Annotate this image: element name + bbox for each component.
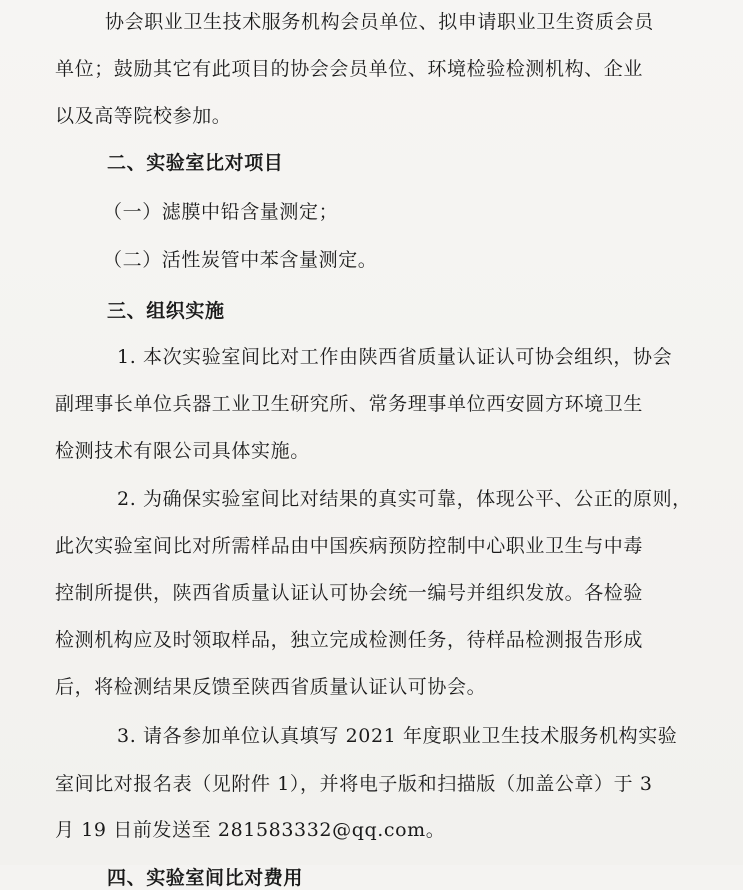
section-3-para-3-line-2: 室间比对报名表（见附件 1），并将电子版和扫描版（加盖公章）于 3 [55,773,653,795]
section-3-para-2-line-4: 检测机构应及时领取样品，独立完成检测任务，待样品检测报告形成 [55,629,644,651]
section-3-para-2-line-5: 后，将检测结果反馈至陕西省质量认证认可协会。 [55,676,487,698]
section-3-para-1-line-2: 副理事长单位兵器工业卫生研究所、常务理事单位西安圆方环境卫生 [55,393,644,415]
section-4-heading: 四、实验室间比对费用 [107,867,304,889]
section-2-item-1: （一）滤膜中铅含量测定； [103,201,339,223]
section-3-para-1-line-3: 检测技术有限公司具体实施。 [55,440,310,462]
section-3-para-3-line-3: 月 19 日前发送至 281583332@qq.com。 [55,819,446,841]
section-3-para-2-line-3: 控制所提供，陕西省质量认证认可协会统一编号并组织发放。各检验 [55,582,644,604]
intro-line-3: 以及高等院校参加。 [55,105,232,127]
intro-line-1: 协会职业卫生技术服务机构会员单位、拟申请职业卫生资质会员 [105,11,654,33]
section-3-para-3-line-1: 3. 请各参加单位认真填写 2021 年度职业卫生技术服务机构实验 [117,725,678,747]
intro-line-2: 单位；鼓励其它有此项目的协会会员单位、环境检验检测机构、企业 [55,58,644,80]
section-3-para-2-line-2: 此次实验室间比对所需样品由中国疾病预防控制中心职业卫生与中毒 [55,535,644,557]
section-3-para-1-line-1: 1. 本次实验室间比对工作由陕西省质量认证认可协会组织，协会 [117,346,673,368]
section-2-item-2: （二）活性炭管中苯含量测定。 [103,249,378,271]
section-3-para-2-line-1: 2. 为确保实验室间比对结果的真实可靠，体现公平、公正的原则， [117,488,692,510]
section-2-heading: 二、实验室比对项目 [107,152,284,174]
section-3-heading: 三、组织实施 [107,300,225,322]
